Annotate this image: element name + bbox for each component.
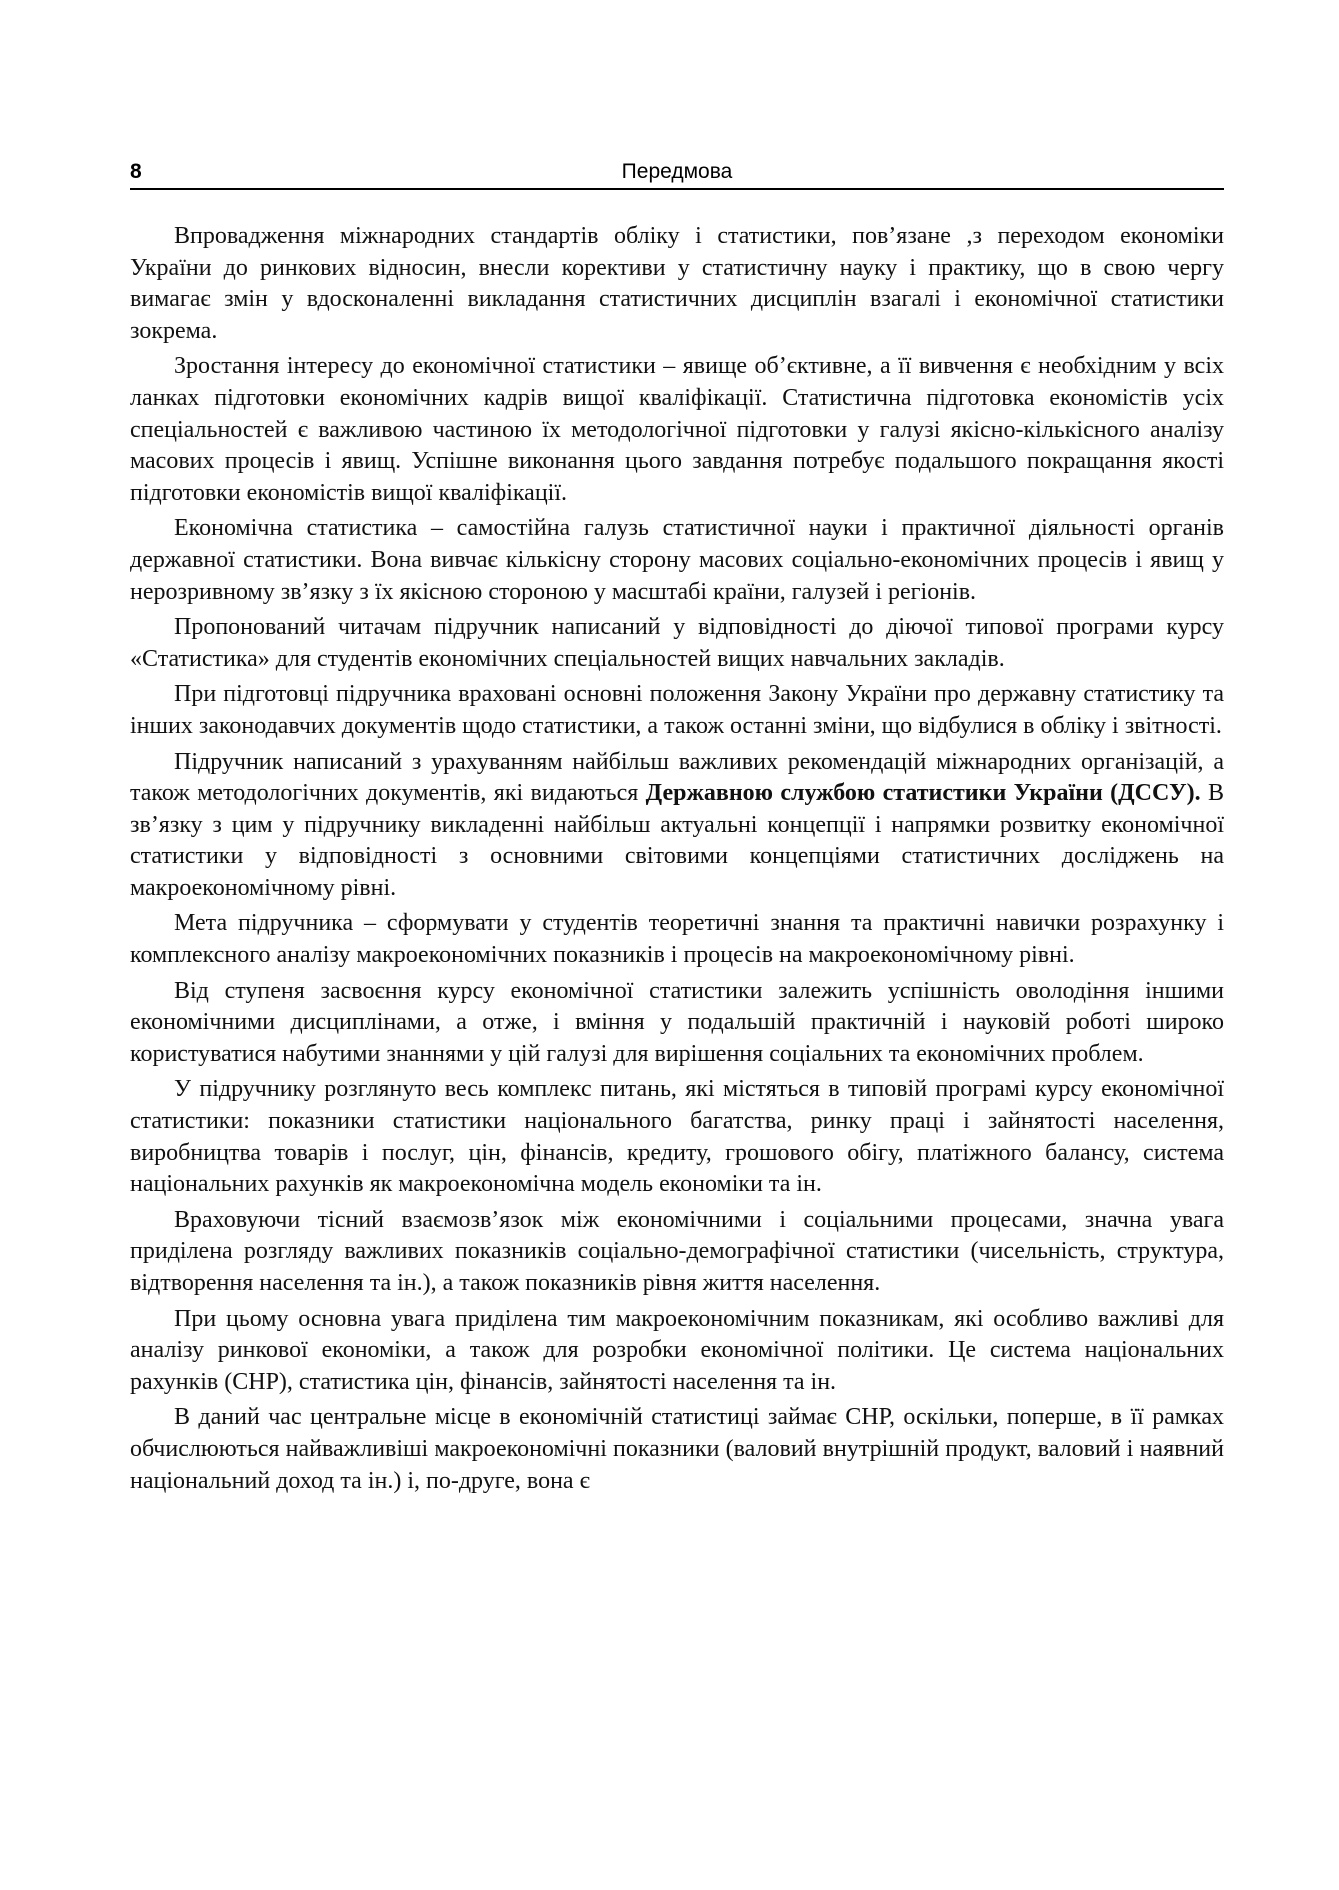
paragraph: В даний час центральне місце в економічній статистиці займає СНР, оскільки, поперше, в її рамках обчислюються найважливіші макроекономічні показники (валовий внутрішній продукт, валовий і наявний національний доход та ін.) і, по-друге, вона є: [130, 1404, 1224, 1494]
running-header: [130, 158, 1224, 190]
paragraph: Мета підручника – сформувати у студентів теоретичні знання та практичні навички розрахунку і комплексного аналізу макроекономічних показників і процесів на макроекономічному рівні.: [130, 910, 1224, 969]
paragraph: Зростання інтересу до економічної статистики – явище об’єктивне, а її вивчення є необхідним у всіх ланках підготовки економічних кадрів вищої кваліфікації. Статистична підготовка економістів усіх спеціальностей є важливою частиною їх методологічної підготовки у галузі якісно-кількісного аналізу масових процесів і явищ. Успішне виконання цього завдання потребує подальшого покращання якості підготовки економістів вищої кваліфікації.: [130, 353, 1224, 506]
paragraph: При цьому основна увага приділена тим макроекономічним показникам, які особливо важливі для аналізу ринкової економіки, а також для розробки економічної політики. Це система національних рахунків (СНР), статистика цін, фінансів, зайнятості населення та ін.: [130, 1305, 1224, 1395]
paragraph-text: Підручник написаний з урахуванням найбільш важливих рекомендацій міжнародних організацій, а також методологічних документів, які видаються: [130, 748, 1224, 807]
page-number: 8: [130, 160, 142, 183]
paragraph: У підручнику розглянуто весь комплекс питань, які містяться в типовій програмі курсу економічної статистики: показники статистики національного багатства, ринку праці і зайнятості населення, виробництва товарів і послуг, цін, фінансів, кредиту, грошового обігу, платіжного балансу, система національних рахунків як макроекономічна модель економіки та ін.: [130, 1076, 1224, 1198]
paragraph: Від ступеня засвоєння курсу економічної статистики залежить успішність оволодіння іншими економічними дисциплінами, а отже, і вміння у подальшій практичній і науковій роботі широко користуватися набутими знаннями у цій галузі для вирішення соціальних та економічних проблем.: [130, 977, 1224, 1067]
paragraph: При підготовці підручника враховані основні положення Закону України про державну статистику та інших законодавчих документів щодо статистики, а також останні зміни, що відбулися в обліку і звітності.: [130, 681, 1224, 739]
body-text: [130, 221, 1224, 1501]
organization-name-bold: Державною службою статистики України (ДССУ).: [645, 780, 1201, 807]
paragraph: Враховуючи тісний взаємозв’язок між економічними і соціальними процесами, значна увага приділена розгляду важливих показників соціально-демографічної статистики (чисельність, структура, відтворення населення та ін.), а також показників рівня життя населення.: [130, 1206, 1224, 1296]
paragraph-text: В зв’язку з цим у підручнику викладенні найбільш актуальні концепції і напрямки розвитку економічної статистики у відповідності з основними світовими концепціями статистичних досліджень на макроекономічному рівні.: [130, 780, 1224, 901]
paragraph: Пропонований читачам підручник написаний у відповідності до діючої типової програми курсу «Статистика» для студентів економічних спеціальностей вищих навчальних закладів.: [130, 614, 1224, 672]
section-title: Передмова: [621, 160, 733, 183]
paragraph: Впровадження міжнародних стандартів обліку і статистики, пов’язане ,з переходом економіки України до ринкових відносин, внесли корективи у статистичну науку і практику, що в свою чергу вимагає змін у вдосконаленні викладання статистичних дисциплін взагалі і економічної статистики зокрема.: [130, 223, 1224, 344]
paragraph: [130, 747, 1224, 905]
paragraph: Економічна статистика – самостійна галузь статистичної науки і практичної діяльності органів державної статистики. Вона вивчає кількісну сторону масових соціально-економічних процесів і явищ у нерозривному зв’язку з їх якісною стороною у масштабі країни, галузей і регіонів.: [130, 515, 1224, 605]
